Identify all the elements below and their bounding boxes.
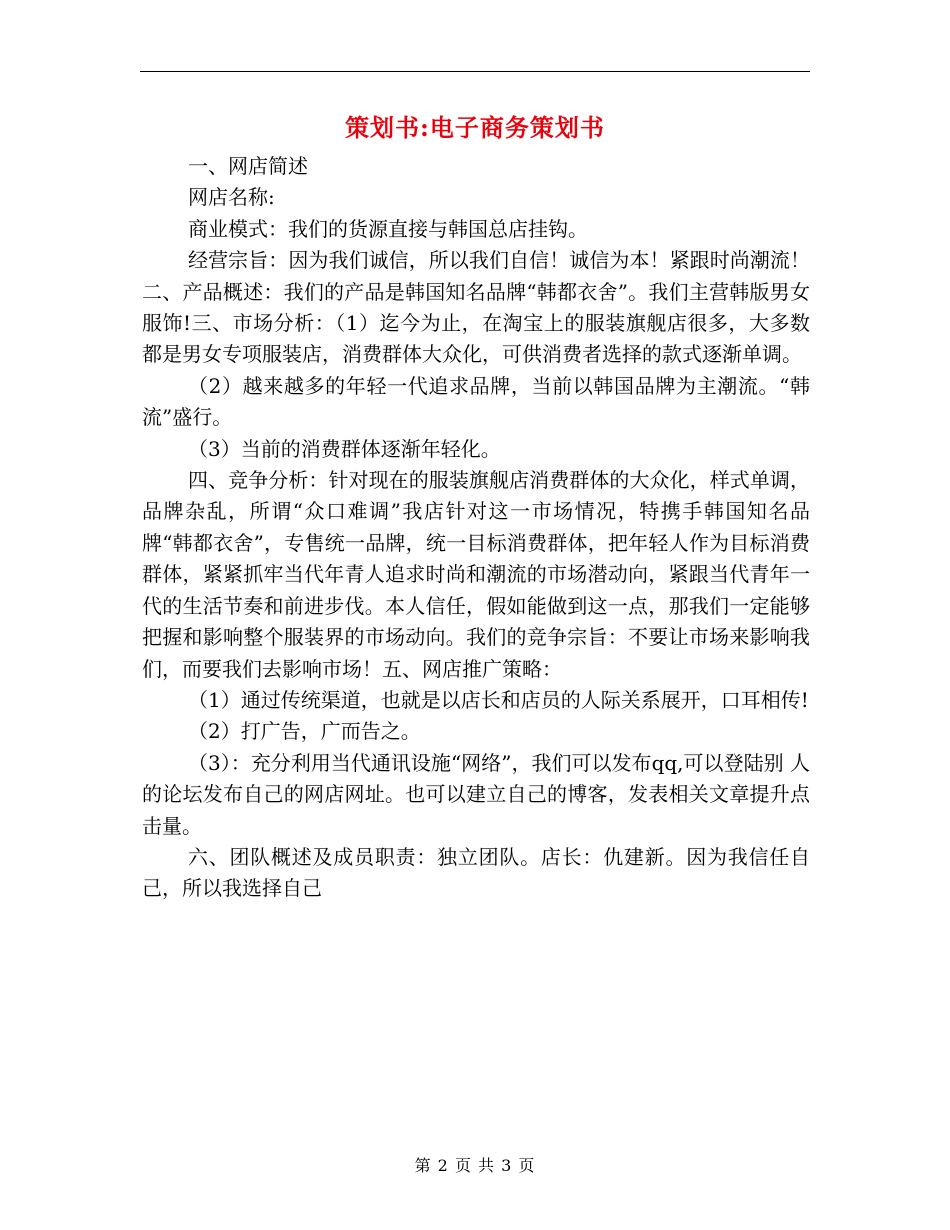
header-rule	[140, 71, 810, 72]
paragraph-1: 一、网店简述	[188, 154, 308, 178]
paragraph-7: 四、竞争分析：针对现在的服装旗舰店消费群体的大众化，样式单调，品牌杂乱，所谓“众口难调”我店针对这一市场情况，特携手韩国知名品牌“韩都衣舍”，专售统一品牌，统一目标消费群体，把年轻人作为目标消费群体，紧紧抓牢当代年青人追求时尚和潮流的市场潜动向，紧跟当代青年一代的生活节奏和前进步伐。本人信任，假如能做到这一点，那我们一定能够把握和影响整个服装界的市场动向。我们的竞争宗旨：不要让市场来影响我们，而要我们去影响市场！五、网店推广策略：	[142, 468, 810, 681]
page-footer: 第 2 页 共 3 页	[414, 1156, 536, 1175]
paragraph-6: （3）当前的消费群体逐渐年轻化。	[188, 436, 501, 461]
paragraph-3: 商业模式：我们的货源直接与韩国总店挂钩。	[188, 216, 588, 241]
paragraph-10: （3）：充分利用当代通讯设施“网络”，我们可以发布qq,可以登陆别 人 的论坛发布自己的网店网址。也可以建立自己的博客，发表相关文章提升点击量。	[142, 750, 810, 838]
paragraph-11: 六、团队概述及成员职责：独立团队。店长：仇建新。因为我信任自己，所以我选择自己	[142, 844, 810, 901]
document-body	[142, 151, 810, 905]
paragraph-2: 网店名称:	[188, 185, 275, 210]
document-title: 策划书:电子商务策划书	[345, 113, 605, 142]
paragraph-4: 经营宗旨：因为我们诚信，所以我们自信！诚信为本！紧跟时尚潮流！二、产品概述：我们的产品是韩国知名品牌“韩都衣舍”。我们主营韩版男女服饰!三、市场分析：（1）迄今为止，在淘宝上的服装旗舰店很多，大多数都是男女专项服装店，消费群体大众化，可供消费者选择的款式逐渐单调。	[142, 248, 810, 367]
paragraph-5: （2）越来越多的年轻一代追求品牌，当前以韩国品牌为主潮流。“韩流”盛行。	[142, 373, 810, 430]
paragraph-9: （2）打广告，广而告之。	[188, 719, 421, 744]
paragraph-8: （1）通过传统渠道，也就是以店长和店员的人际关系展开，口耳相传!	[188, 687, 809, 712]
